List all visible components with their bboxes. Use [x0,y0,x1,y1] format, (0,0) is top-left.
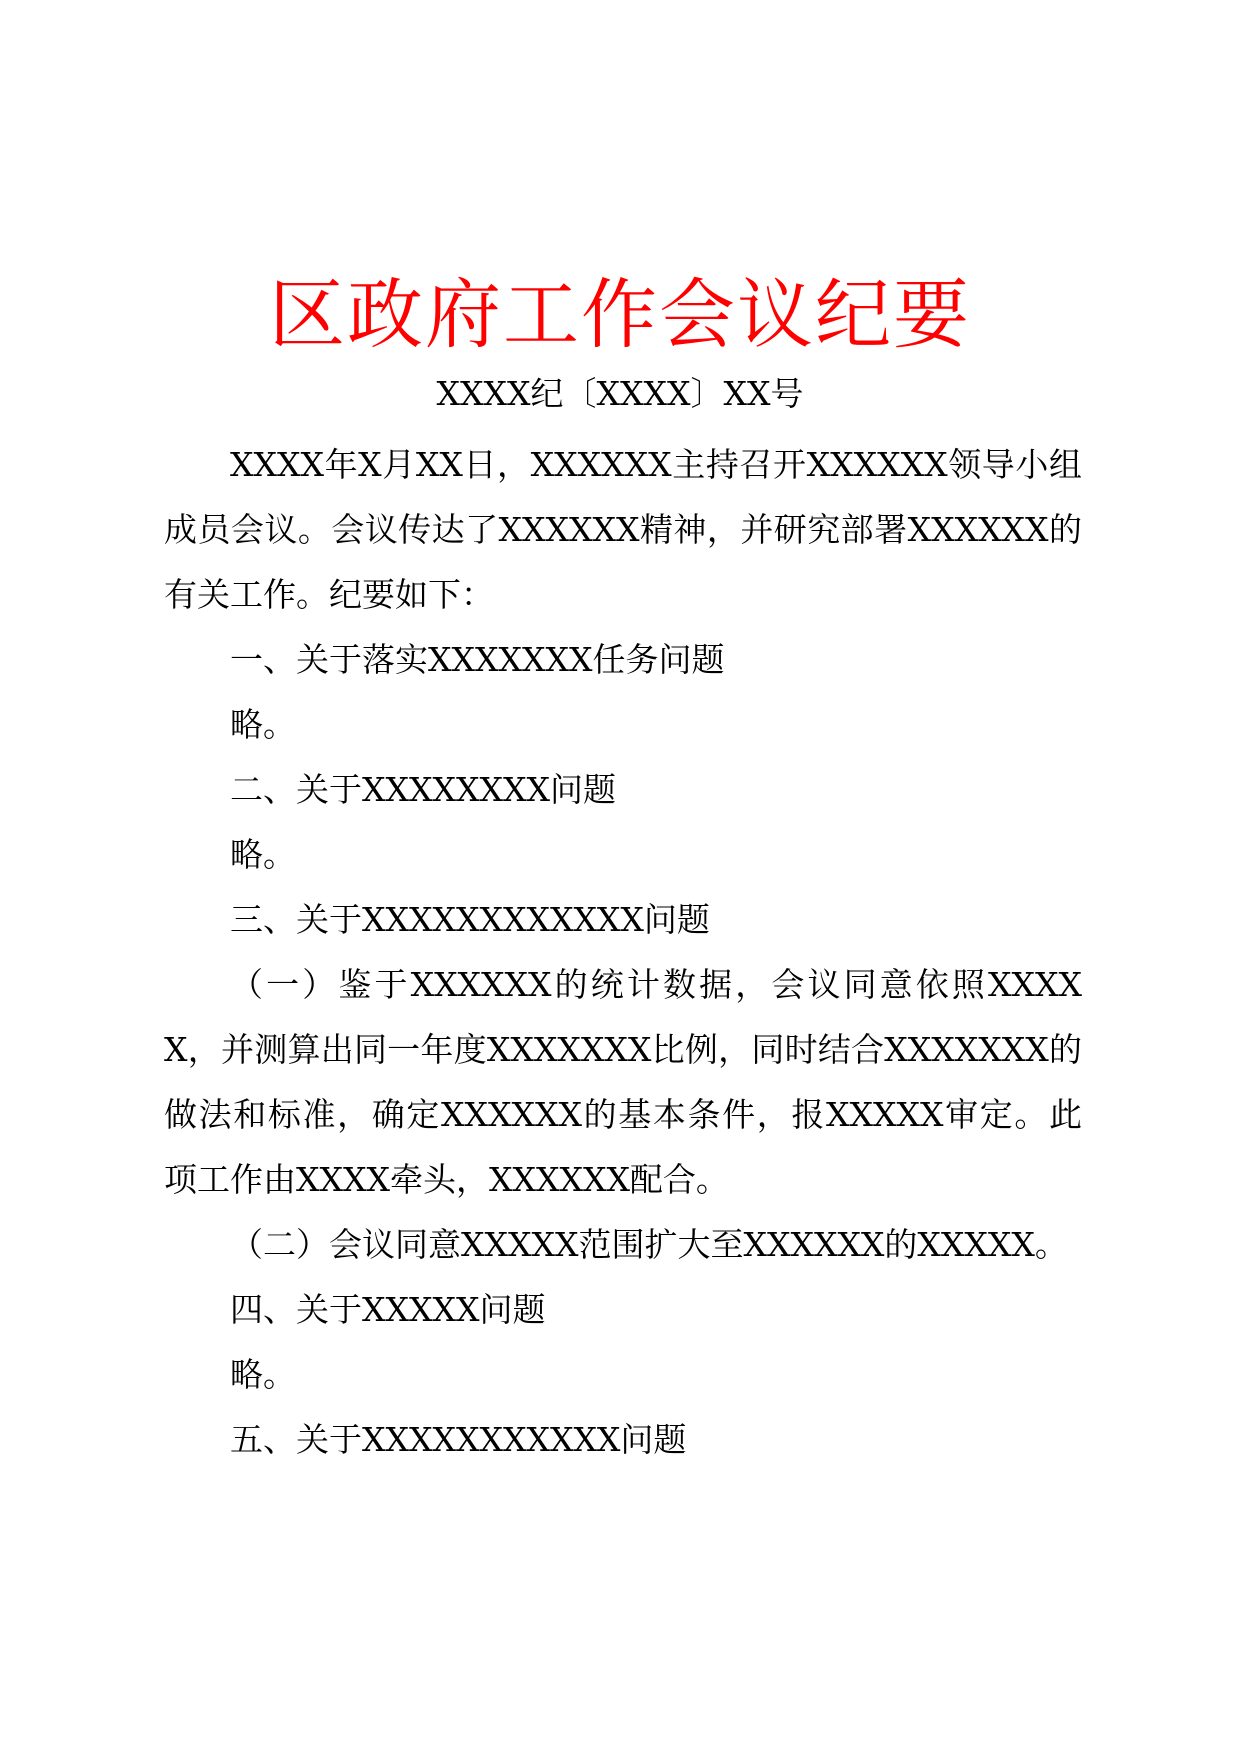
section-heading-5: 五、关于XXXXXXXXXXX问题 [230,1420,687,1459]
paragraph-omitted-1: 略。 [230,705,296,744]
paragraph-omitted-4: 略。 [230,1355,296,1394]
document-number: XXXX纪〔XXXX〕XX号 [436,374,804,413]
section-heading-2: 二、关于XXXXXXXX问题 [230,770,616,809]
document-title: 区政府工作会议纪要 [269,270,971,359]
document-body [164,432,1082,1472]
section-heading-3: 三、关于XXXXXXXXXXXX问题 [230,900,710,939]
section-heading-1: 一、关于落实XXXXXXX任务问题 [230,640,725,679]
paragraph-item-1: （一）鉴于XXXXXX的统计数据，会议同意依照XXXXX，并测算出同一年度XXXXXXX比例，同时结合XXXXXXX的做法和标准，确定XXXXXX的基本条件，报XXXXX审定。此项工作由XXXX牵头，XXXXXX配合。 [164,965,1082,1199]
paragraph-omitted-2: 略。 [230,835,296,874]
paragraph-item-2: （二）会议同意XXXXX范围扩大至XXXXXX的XXXXX。 [230,1225,1068,1264]
section-heading-4: 四、关于XXXXX问题 [230,1290,546,1329]
paragraph-intro: XXXX年X月XX日，XXXXXX主持召开XXXXXX领导小组成员会议。会议传达了XXXXXX精神，并研究部署XXXXXX的有关工作。纪要如下： [164,445,1082,614]
